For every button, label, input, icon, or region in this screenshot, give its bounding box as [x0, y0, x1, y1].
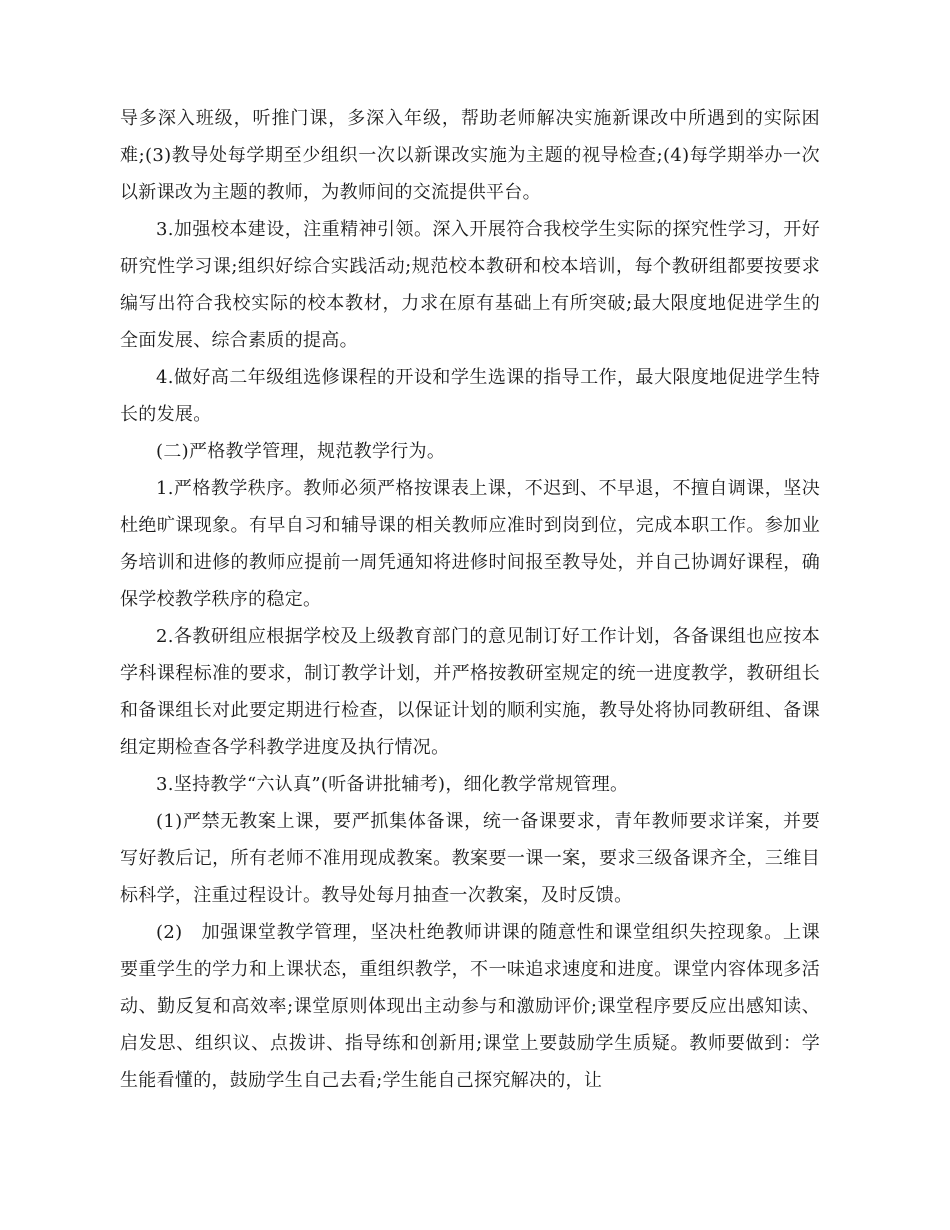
paragraph-school-based-construction: 3.加强校本建设，注重精神引领。深入开展符合我校学生实际的探究性学习，开好研究性学习课;组织好综合实践活动;规范校本教研和校本培训，每个教研组都要按要求编写出符合我校实际的校本教材，力求在原有基础上有所突破;最大限度地促进学生的全面发展、综合素质的提高。	[120, 219, 820, 351]
section-heading-teaching-management: (二)严格教学管理，规范教学行为。	[156, 441, 446, 462]
paragraph-classroom-management: (2) 加强课堂教学管理，坚决杜绝教师讲课的随意性和课堂组织失控现象。上课要重学生的学力和上课状态，重组织教学，不一味追求速度和进度。课堂内容体现多活动、勤反复和高效率;课堂原则体现出主动参与和激励评价;课堂程序要反应出感知读、启发思、组织议、点拨讲、指导练和创新用;课堂上要鼓励学生质疑。教师要做到：学生能看懂的，鼓励学生自己去看;学生能自己探究解决的，让	[120, 922, 820, 1091]
paragraph-continuation: 导多深入班级，听推门课，多深入年级，帮助老师解决实施新课改中所遇到的实际困难;(3)教导处每学期至少组织一次以新课改实施为主题的视导检查;(4)每学期举办一次以新课改为主题的教师，为教师间的交流提供平台。	[120, 108, 820, 203]
paragraph-teaching-order: 1.严格教学秩序。教师必须严格按课表上课，不迟到、不早退，不擅自调课，坚决杜绝旷课现象。有早自习和辅导课的相关教师应准时到岗到位，完成本职工作。参加业务培训和进修的教师应提前一周凭通知将进修时间报至教导处，并自己协调好课程，确保学校教学秩序的稳定。	[120, 478, 820, 610]
document-page	[120, 100, 820, 1099]
paragraph-six-diligences: 3.坚持教学“六认真”(听备讲批辅考)，细化教学常规管理。	[156, 774, 629, 795]
paragraph-lesson-plans: (1)严禁无教案上课，要严抓集体备课，统一备课要求，青年教师要求详案，并要写好教后记，所有老师不准用现成教案。教案要一课一案，要求三级备课齐全，三维目标科学，注重过程设计。教导处每月抽查一次教案，及时反馈。	[120, 811, 820, 906]
paragraph-work-plans: 2.各教研组应根据学校及上级教育部门的意见制订好工作计划，各备课组也应按本学科课程标准的要求，制订教学计划，并严格按教研室规定的统一进度教学，教研组长和备课组长对此要定期进行检查，以保证计划的顺利实施，教导处将协同教研组、备课组定期检查各学科教学进度及执行情况。	[120, 626, 820, 758]
paragraph-elective-courses: 4.做好高二年级组选修课程的开设和学生选课的指导工作，最大限度地促进学生特长的发展。	[120, 367, 820, 425]
